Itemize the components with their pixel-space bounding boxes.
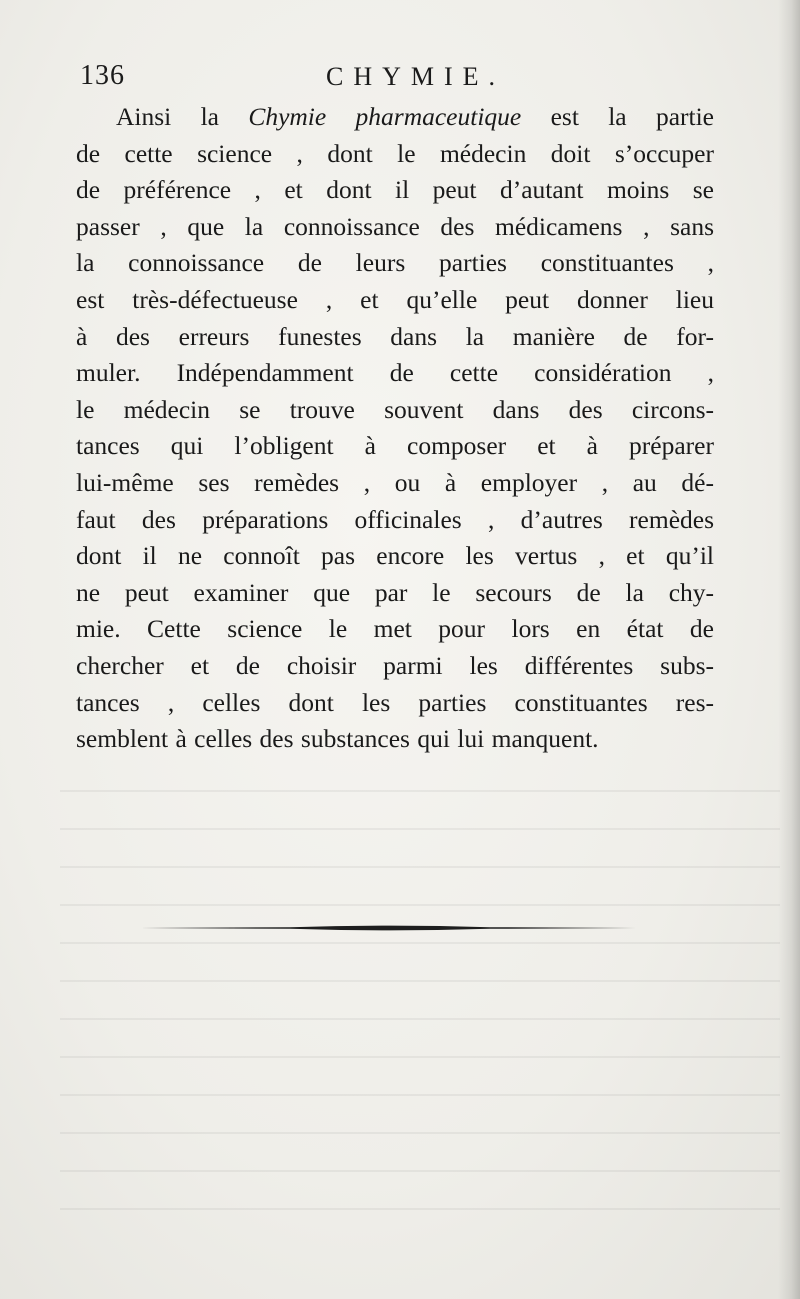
text-line bbox=[76, 392, 714, 429]
text-segment: le médecin se trouve souvent dans des circons- bbox=[76, 394, 714, 424]
text-segment: chercher et de choisir parmi les différentes subs- bbox=[76, 650, 714, 680]
text-line bbox=[76, 99, 714, 136]
page-header bbox=[80, 60, 720, 100]
text-line bbox=[76, 611, 714, 648]
text-line bbox=[76, 319, 714, 356]
text-segment: muler. Indépendamment de cette considération , bbox=[76, 358, 714, 388]
text-line bbox=[76, 538, 714, 575]
text-segment: dont il ne connoît pas encore les vertus , et qu’il bbox=[76, 541, 714, 571]
text-line bbox=[76, 245, 714, 282]
text-segment: faut des préparations officinales , d’autres remèdes bbox=[76, 504, 714, 534]
text-line bbox=[76, 282, 714, 319]
text-line bbox=[76, 136, 714, 173]
decorative-rule bbox=[140, 922, 640, 934]
text-segment: de cette science , dont le médecin doit s’occuper bbox=[76, 138, 714, 168]
text-segment: de préférence , et dont il peut d’autant moins se bbox=[76, 175, 714, 205]
text-line bbox=[76, 172, 714, 209]
italic-term: Chymie pharmaceutique bbox=[248, 102, 522, 131]
text-line bbox=[76, 209, 714, 246]
text-line bbox=[76, 465, 714, 502]
text-segment: tances , celles dont les parties constituantes res- bbox=[76, 687, 714, 717]
text-segment: la connoissance de leurs parties constituantes , bbox=[76, 248, 714, 278]
show-through-text bbox=[60, 770, 780, 1210]
text-segment: est très-défectueuse , et qu’elle peut donner lieu bbox=[76, 284, 714, 314]
text-segment: passer , que la connoissance des médicamens , sans bbox=[76, 211, 714, 241]
text-line bbox=[76, 428, 714, 465]
text-segment: ne peut examiner que par le secours de la chy- bbox=[76, 577, 714, 607]
text-line bbox=[76, 355, 714, 392]
text-line bbox=[76, 685, 714, 722]
text-segment: Ainsi la bbox=[116, 102, 249, 131]
text-segment: à des erreurs funestes dans la manière de for- bbox=[76, 321, 714, 351]
text-line bbox=[76, 502, 714, 539]
page-edge-shadow bbox=[778, 0, 800, 1299]
text-line bbox=[76, 648, 714, 685]
body-paragraph bbox=[76, 99, 714, 758]
text-line bbox=[76, 575, 714, 612]
text-segment: mie. Cette science le met pour lors en état de bbox=[76, 614, 714, 644]
page-number: 136 bbox=[80, 60, 125, 91]
text-segment: lui-même ses remèdes , ou à employer , au dé- bbox=[76, 467, 714, 497]
running-title: CHYMIE. bbox=[326, 62, 506, 91]
text-line bbox=[76, 721, 714, 758]
text-segment: est la partie bbox=[521, 102, 714, 131]
text-segment: tances qui l’obligent à composer et à préparer bbox=[76, 431, 714, 461]
text-segment: semblent à celles des substances qui lui manquent. bbox=[76, 724, 599, 754]
